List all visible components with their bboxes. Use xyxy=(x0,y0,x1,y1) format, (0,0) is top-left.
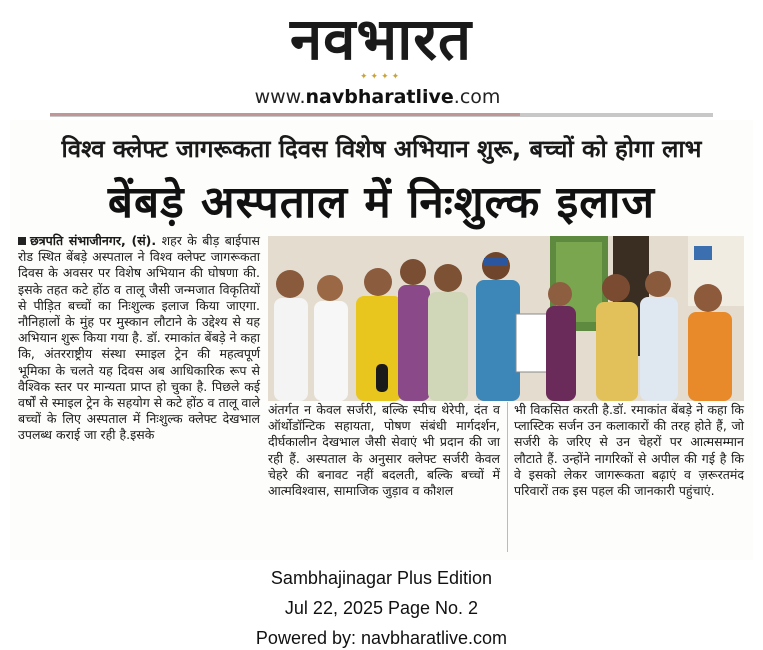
footer-powered-by[interactable]: Powered by: navbharatlive.com xyxy=(255,628,508,648)
group-photo-illustration xyxy=(268,236,744,401)
article-column-1 xyxy=(18,233,260,444)
article-photo xyxy=(268,236,744,401)
newspaper-logo: नवभारत xyxy=(289,5,473,73)
site-url-suffix: .com xyxy=(453,86,501,108)
article-dateline: छत्रपति संभाजीनगर, (सं). xyxy=(30,233,157,248)
masthead-divider-accent xyxy=(50,113,520,116)
article-column-3: भी विकसित करती है.डॉ. रमाकांत बेंबड़े ने कहा कि प्लास्टिक सर्जन उन कलाकारों की तरह होते हैं, जो सर्जरी के जरिए से उन चेहरों पर आत्मसम्मान लौटाते हैं. उन्होंने नागरिकों से अपील की गई है कि वे इसको लेकर जागरूकता बढ़ाएं व ज़रूरतमंद परिवारों तक इस पहल की जानकारी पहुंचाएं. xyxy=(514,402,744,499)
article-kicker: विश्व क्लेफ्ट जागरूकता दिवस विशेष अभियान शुरू, बच्चों को होगा लाभ xyxy=(61,135,702,163)
footer-date-page: Jul 22, 2025 Page No. 2 xyxy=(284,598,479,618)
column-divider xyxy=(507,402,508,552)
logo-stars-ornament: ✦✦✦✦ xyxy=(360,72,403,82)
masthead xyxy=(0,0,763,118)
article-column-1-text: शहर के बीड़ बाईपास रोड स्थित बेंबड़े अस्पताल ने विश्व क्लेफ्ट जागरूकता दिवस के अवसर पर विशेष अभियान की घोषणा की. इसके तहत कटे होंठ व तालू जैसी जन्मजात विकृतियों से पीड़ित बच्चों का निःशुल्क इलाज किया जाएगा. नौनिहालों के मुंह पर मुस्कान लौटाने के उद्देश्य से यह अभियान शुरू किया गया है. डॉ. रमाकांत बेंबड़े ने कहा कि, अंतरराष्ट्रीय संस्था स्माइल ट्रेन की महत्वपूर्ण भूमिका के चलते यह दिवस अब आधिकारिक रूप से वैश्विक स्तर पर मान्यता प्राप्त हो चुका है. पिछले कई वर्षों से स्माइल ट्रेन के सहयोग से कटे होंठ व तालू वाले बच्चों के लिए अस्पताल में निःशुल्क क्लेफ्ट देखभाल उपलब्ध कराई जा रही है.इसके xyxy=(18,233,260,443)
site-url-domain: navbharatlive xyxy=(305,86,454,108)
site-url-prefix: www. xyxy=(254,86,306,108)
microphone-icon xyxy=(376,364,388,392)
article-column-2: अंतर्गत न केवल सर्जरी, बल्कि स्पीच थेरेपी, दंत व ऑर्थोडॉन्टिक सहायता, पोषण संबंधी मार्गदर्शन, दीर्घकालीन देखभाल जैसी सेवाएं भी प्रदान की जा रही हैं. अस्पताल के अनुसार क्लेफ्ट सर्जरी केवल चेहरे की बनावट नहीं बदलती, बल्कि बच्चों में आत्मविश्वास, सामाजिक जुड़ाव व कौशल xyxy=(268,402,500,499)
article-clipping xyxy=(10,120,753,560)
footer-edition: Sambhajinagar Plus Edition xyxy=(270,568,493,588)
site-url[interactable] xyxy=(240,86,515,108)
dateline-bullet-icon xyxy=(18,237,26,245)
article-headline: बेंबड़े अस्पताल में निःशुल्क इलाज xyxy=(107,177,656,228)
